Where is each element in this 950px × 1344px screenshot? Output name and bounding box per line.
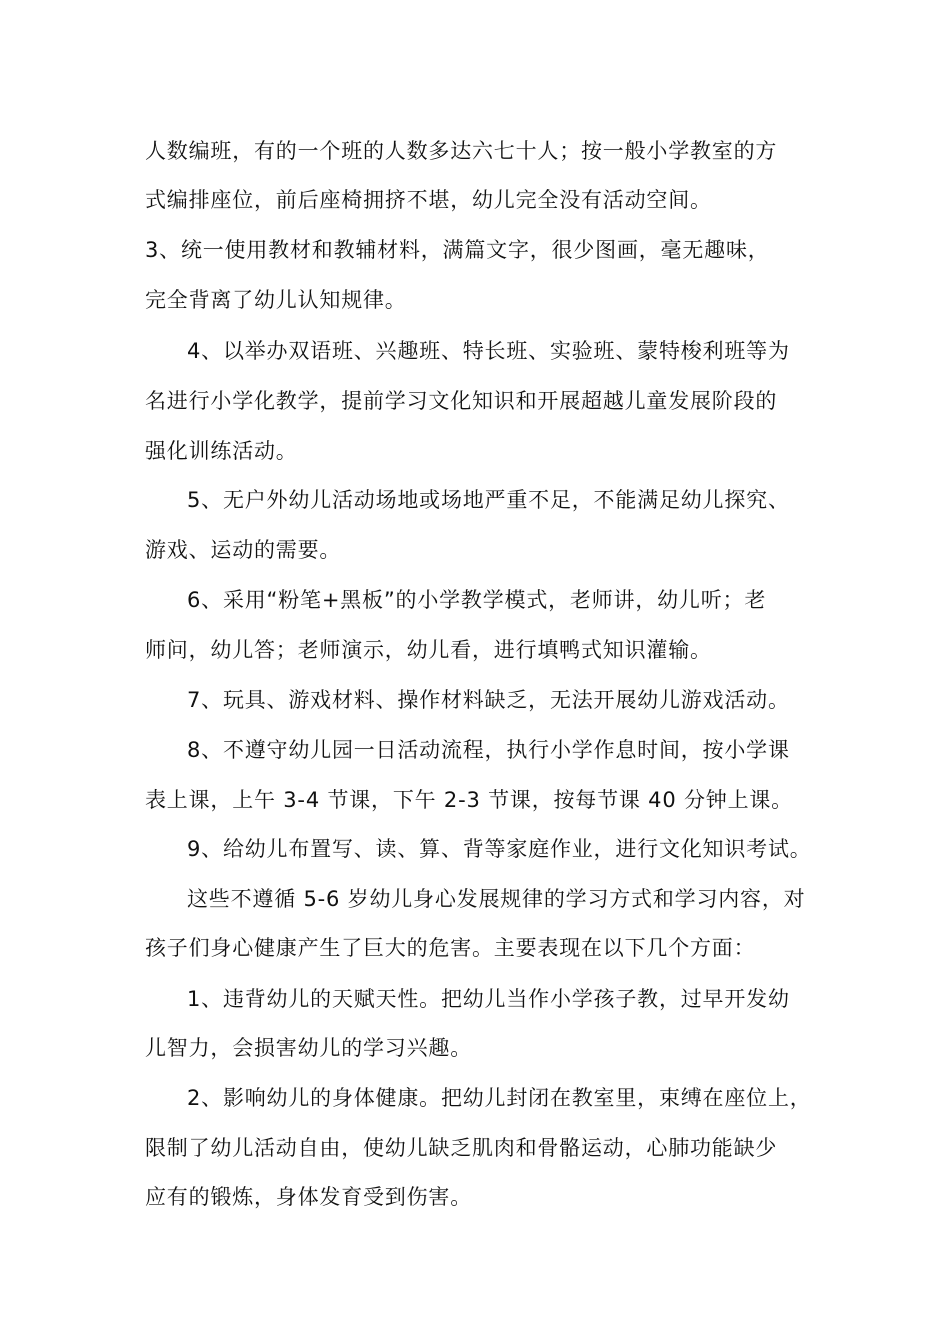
text-line: 限制了幼儿活动自由，使幼儿缺乏肌肉和骨骼运动，心肺功能缺少 <box>145 1136 778 1160</box>
text-line: 名进行小学化教学，提前学习文化知识和开展超越儿童发展阶段的 <box>145 389 778 413</box>
text-line: 强化训练活动。 <box>145 439 298 463</box>
text-line: 1、违背幼儿的天赋天性。把幼儿当作小学孩子教，过早开发幼 <box>187 987 790 1011</box>
text-line: 5、无户外幼儿活动场地或场地严重不足，不能满足幼儿探究、 <box>187 488 790 512</box>
text-line: 应有的锻炼，身体发育受到伤害。 <box>145 1185 472 1209</box>
text-line: 孩子们身心健康产生了巨大的危害。主要表现在以下几个方面： <box>145 936 756 960</box>
text-line: 9、给幼儿布置写、读、算、背等家庭作业，进行文化知识考试。 <box>187 837 812 861</box>
text-line: 师问，幼儿答；老师演示，幼儿看，进行填鸭式知识灌输。 <box>145 638 712 662</box>
text-line: 8、不遵守幼儿园一日活动流程，执行小学作息时间，按小学课 <box>187 738 790 762</box>
text-line: 7、玩具、游戏材料、操作材料缺乏，无法开展幼儿游戏活动。 <box>187 688 790 712</box>
text-line: 这些不遵循 5-6 岁幼儿身心发展规律的学习方式和学习内容，对 <box>187 887 806 911</box>
text-line: 游戏、运动的需要。 <box>145 538 342 562</box>
text-line: 4、以举办双语班、兴趣班、特长班、实验班、蒙特梭利班等为 <box>187 339 790 363</box>
text-line: 3、统一使用教材和教辅材料，满篇文字，很少图画，毫无趣味， <box>145 238 770 262</box>
text-line: 儿智力，会损害幼儿的学习兴趣。 <box>145 1036 472 1060</box>
text-line: 表上课，上午 3-4 节课，下午 2-3 节课，按每节课 40 分钟上课。 <box>145 788 793 812</box>
text-line: 完全背离了幼儿认知规律。 <box>145 288 407 312</box>
text-line: 2、影响幼儿的身体健康。把幼儿封闭在教室里，束缚在座位上， <box>187 1086 812 1110</box>
text-line: 6、采用“粉笔+黑板”的小学教学模式，老师讲，幼儿听；老 <box>187 588 767 612</box>
text-line: 人数编班，有的一个班的人数多达六七十人；按一般小学教室的方 <box>145 139 778 163</box>
text-line: 式编排座位，前后座椅拥挤不堪，幼儿完全没有活动空间。 <box>145 188 712 212</box>
